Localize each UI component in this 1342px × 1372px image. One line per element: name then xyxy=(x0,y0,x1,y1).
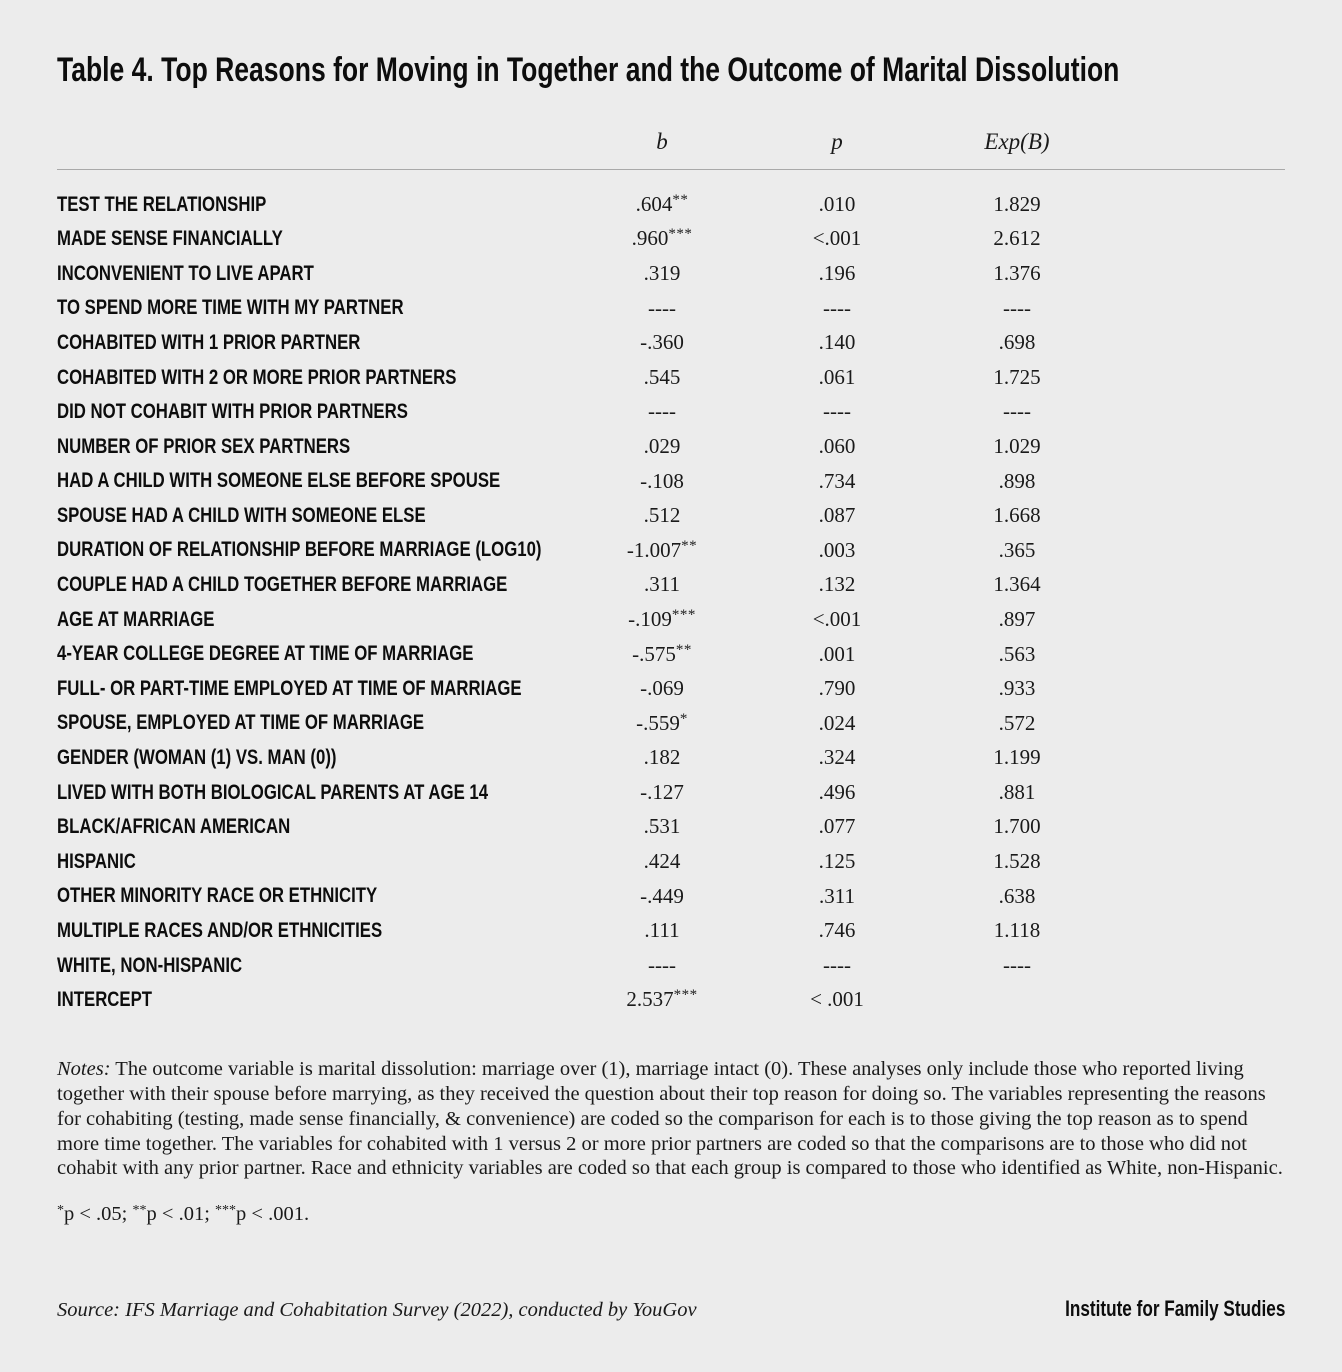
row-label-text: COUPLE HAD A CHILD TOGETHER BEFORE MARRIAGE xyxy=(57,572,508,597)
row-label xyxy=(57,191,577,216)
cell-exp-b: .881 xyxy=(998,779,1036,804)
row-label xyxy=(57,470,577,492)
table-row xyxy=(57,187,1285,222)
table-body xyxy=(57,187,1285,1017)
cell-b: .182 xyxy=(643,745,681,770)
row-label-text: GENDER (WOMAN (1) VS. MAN (0)) xyxy=(57,745,337,770)
row-label xyxy=(57,643,577,665)
notes-label: Notes: xyxy=(57,1058,111,1081)
cell-b: .545 xyxy=(643,364,681,389)
row-label xyxy=(57,606,577,631)
table-row xyxy=(57,602,1285,637)
row-label-text: NUMBER OF PRIOR SEX PARTNERS xyxy=(57,433,351,458)
row-label xyxy=(57,885,577,907)
row-label xyxy=(57,364,577,389)
cell-exp-b: .572 xyxy=(998,710,1036,735)
cell-p: .311 xyxy=(819,883,855,908)
notes-text: The outcome variable is marital dissolution: marriage over (1), marriage intact (0). These analyses only include those who reported living together with their spouse before marrying, as they received the question about their top reason for doing so. The variables representing the reasons for cohabiting (testing, made sense financially, & convenience) are coded so the comparison for each is to those giving the top reason as to spend more time together. The variables for cohabited with 1 versus 2 or more prior partners are coded so that the comparisons are to those who did not cohabit with any prior partner. Race and ethnicity variables are coded so that each group is compared to those who identified as White, non-Hispanic. xyxy=(57,1058,1283,1180)
row-label-text: DURATION OF RELATIONSHIP BEFORE MARRIAGE (LOG10) xyxy=(57,537,542,562)
cell-b: -.575** xyxy=(632,641,692,666)
row-label-text: 4-YEAR COLLEGE DEGREE AT TIME OF MARRIAGE xyxy=(57,641,474,666)
row-label-text: INCONVENIENT TO LIVE APART xyxy=(57,260,314,285)
row-label xyxy=(57,297,577,319)
cell-exp-b: 2.612 xyxy=(993,226,1041,251)
table-row xyxy=(57,291,1285,326)
cell-b: -.360 xyxy=(640,330,684,355)
source-credit: Source: IFS Marriage and Cohabitation Survey (2022), conducted by YouGov xyxy=(57,1299,697,1321)
row-label xyxy=(57,952,577,977)
table-row xyxy=(57,222,1285,257)
cell-exp-b: .933 xyxy=(998,676,1036,701)
cell-p: .001 xyxy=(818,641,856,666)
row-label xyxy=(57,848,577,873)
cell-b: .029 xyxy=(643,433,681,458)
row-label xyxy=(57,712,577,734)
cell-p: .496 xyxy=(818,779,856,804)
table-row xyxy=(57,533,1285,568)
row-label xyxy=(57,747,577,769)
column-header-exp-b: Exp(B) xyxy=(984,129,1050,154)
cell-exp-b: 1.528 xyxy=(993,849,1041,874)
cell-exp-b: 1.364 xyxy=(993,572,1041,597)
row-label-text: SPOUSE, EMPLOYED AT TIME OF MARRIAGE xyxy=(57,710,425,735)
row-label-text: COHABITED WITH 2 OR MORE PRIOR PARTNERS xyxy=(57,364,457,389)
table-row xyxy=(57,360,1285,395)
row-label-text: HAD A CHILD WITH SOMEONE ELSE BEFORE SPOUSE xyxy=(57,468,501,493)
cell-exp-b: .698 xyxy=(998,330,1036,355)
cell-exp-b: .563 xyxy=(998,641,1036,666)
row-label-text: COHABITED WITH 1 PRIOR PARTNER xyxy=(57,329,361,354)
cell-p: .196 xyxy=(818,260,856,285)
table-row xyxy=(57,464,1285,499)
row-label xyxy=(57,779,577,804)
cell-exp-b: ---- xyxy=(1003,952,1031,977)
cell-exp-b: 1.199 xyxy=(993,745,1041,770)
cell-b: -.108 xyxy=(640,468,684,493)
row-label-text: TO SPEND MORE TIME WITH MY PARTNER xyxy=(57,295,404,320)
cell-exp-b: 1.668 xyxy=(993,503,1041,528)
cell-b: .512 xyxy=(643,503,681,528)
cell-p: .734 xyxy=(818,468,856,493)
cell-b: .424 xyxy=(643,849,681,874)
row-label-text: DID NOT COHABIT WITH PRIOR PARTNERS xyxy=(57,399,408,424)
row-label-text: INTERCEPT xyxy=(57,987,153,1012)
row-label xyxy=(57,920,577,942)
cell-p: .010 xyxy=(818,191,856,216)
cell-exp-b: 1.118 xyxy=(993,918,1041,943)
column-header-p: p xyxy=(831,129,843,154)
cell-b: ---- xyxy=(648,295,676,320)
page-title xyxy=(57,50,1285,91)
row-label xyxy=(57,816,577,838)
row-label xyxy=(57,401,577,423)
cell-b: .111 xyxy=(644,918,680,943)
cell-exp-b: ---- xyxy=(1003,399,1031,424)
row-label-text: AGE AT MARRIAGE xyxy=(57,606,215,631)
cell-exp-b: .365 xyxy=(998,537,1036,562)
row-label xyxy=(57,433,577,458)
cell-b: .960*** xyxy=(631,226,693,251)
cell-b: -.069 xyxy=(640,676,684,701)
table-row xyxy=(57,429,1285,464)
table-header-row xyxy=(57,127,1285,157)
table-row xyxy=(57,844,1285,879)
cell-b: .311 xyxy=(644,572,680,597)
cell-p: .790 xyxy=(818,676,856,701)
cell-p: .125 xyxy=(818,849,856,874)
cell-p: ---- xyxy=(823,952,851,977)
cell-exp-b: .898 xyxy=(998,468,1036,493)
cell-b: .319 xyxy=(643,260,681,285)
ifs-brand-text: Institute for Family Studies xyxy=(1064,1296,1285,1321)
ifs-brand-logo xyxy=(1003,1296,1285,1322)
row-label-text: MULTIPLE RACES AND/OR ETHNICITIES xyxy=(57,918,383,943)
row-label xyxy=(57,539,577,561)
regression-table xyxy=(57,127,1285,1017)
cell-b: ---- xyxy=(648,952,676,977)
cell-b: ---- xyxy=(648,399,676,424)
header-divider xyxy=(57,169,1285,170)
row-label-text: WHITE, NON-HISPANIC xyxy=(57,952,243,977)
significance-legend: *p < .05; **p < .01; ***p < .001. xyxy=(57,1203,310,1226)
table-row xyxy=(57,810,1285,845)
cell-p: <.001 xyxy=(812,226,862,251)
cell-b: -.109*** xyxy=(628,606,696,631)
row-label-text: SPOUSE HAD A CHILD WITH SOMEONE ELSE xyxy=(57,502,426,527)
row-label xyxy=(57,502,577,527)
table-row xyxy=(57,775,1285,810)
row-label-text: FULL- OR PART-TIME EMPLOYED AT TIME OF MARRIAGE xyxy=(57,675,522,700)
cell-p: < .001 xyxy=(810,987,864,1012)
row-label xyxy=(57,675,577,700)
cell-exp-b: ---- xyxy=(1003,295,1031,320)
row-label-text: TEST THE RELATIONSHIP xyxy=(57,191,267,216)
table-row xyxy=(57,879,1285,914)
row-label-text: OTHER MINORITY RACE OR ETHNICITY xyxy=(57,883,378,908)
table-row xyxy=(57,568,1285,603)
cell-b: -.449 xyxy=(640,883,684,908)
table-row xyxy=(57,256,1285,291)
row-label xyxy=(57,329,577,354)
cell-p: .087 xyxy=(818,503,856,528)
row-label xyxy=(57,260,577,285)
table-row xyxy=(57,948,1285,983)
row-label-text: MADE SENSE FINANCIALLY xyxy=(57,226,283,251)
cell-exp-b: .897 xyxy=(998,606,1036,631)
cell-p: ---- xyxy=(823,399,851,424)
cell-p: .324 xyxy=(818,745,856,770)
table-row xyxy=(57,983,1285,1018)
table-row xyxy=(57,637,1285,672)
cell-exp-b: .638 xyxy=(998,883,1036,908)
table-row xyxy=(57,913,1285,948)
cell-p: .746 xyxy=(818,918,856,943)
cell-exp-b: 1.376 xyxy=(993,260,1041,285)
cell-b: .604** xyxy=(635,191,689,216)
cell-p: .077 xyxy=(818,814,856,839)
row-label-text: HISPANIC xyxy=(57,848,136,873)
table-row xyxy=(57,395,1285,430)
cell-b: .531 xyxy=(643,814,681,839)
cell-b: -.127 xyxy=(640,779,684,804)
cell-exp-b: 1.700 xyxy=(993,814,1041,839)
table-row xyxy=(57,706,1285,741)
cell-p: .060 xyxy=(818,433,856,458)
row-label xyxy=(57,574,577,596)
page-footer xyxy=(57,1296,1285,1322)
cell-exp-b: 1.029 xyxy=(993,433,1041,458)
cell-p: <.001 xyxy=(812,606,862,631)
cell-exp-b: 1.829 xyxy=(993,191,1041,216)
row-label-text: BLACK/AFRICAN AMERICAN xyxy=(57,814,291,839)
cell-p: .132 xyxy=(818,572,856,597)
row-label-text: LIVED WITH BOTH BIOLOGICAL PARENTS AT AGE 14 xyxy=(57,779,489,804)
row-label xyxy=(57,989,577,1011)
page-title-text: Table 4. Top Reasons for Moving in Together and the Outcome of Marital Dissolution xyxy=(57,51,1120,89)
cell-b: -1.007** xyxy=(626,537,698,562)
cell-p: .003 xyxy=(818,537,856,562)
cell-p: ---- xyxy=(823,295,851,320)
cell-b: -.559* xyxy=(636,710,688,735)
row-label xyxy=(57,228,577,250)
cell-exp-b: 1.725 xyxy=(993,364,1041,389)
table-row xyxy=(57,325,1285,360)
table-row xyxy=(57,741,1285,776)
column-header-b: b xyxy=(656,129,668,154)
cell-p: .024 xyxy=(818,710,856,735)
table-row xyxy=(57,498,1285,533)
cell-p: .061 xyxy=(818,364,856,389)
cell-p: .140 xyxy=(818,330,856,355)
table-notes xyxy=(57,1057,1285,1181)
cell-b: 2.537*** xyxy=(626,987,698,1012)
table-row xyxy=(57,671,1285,706)
